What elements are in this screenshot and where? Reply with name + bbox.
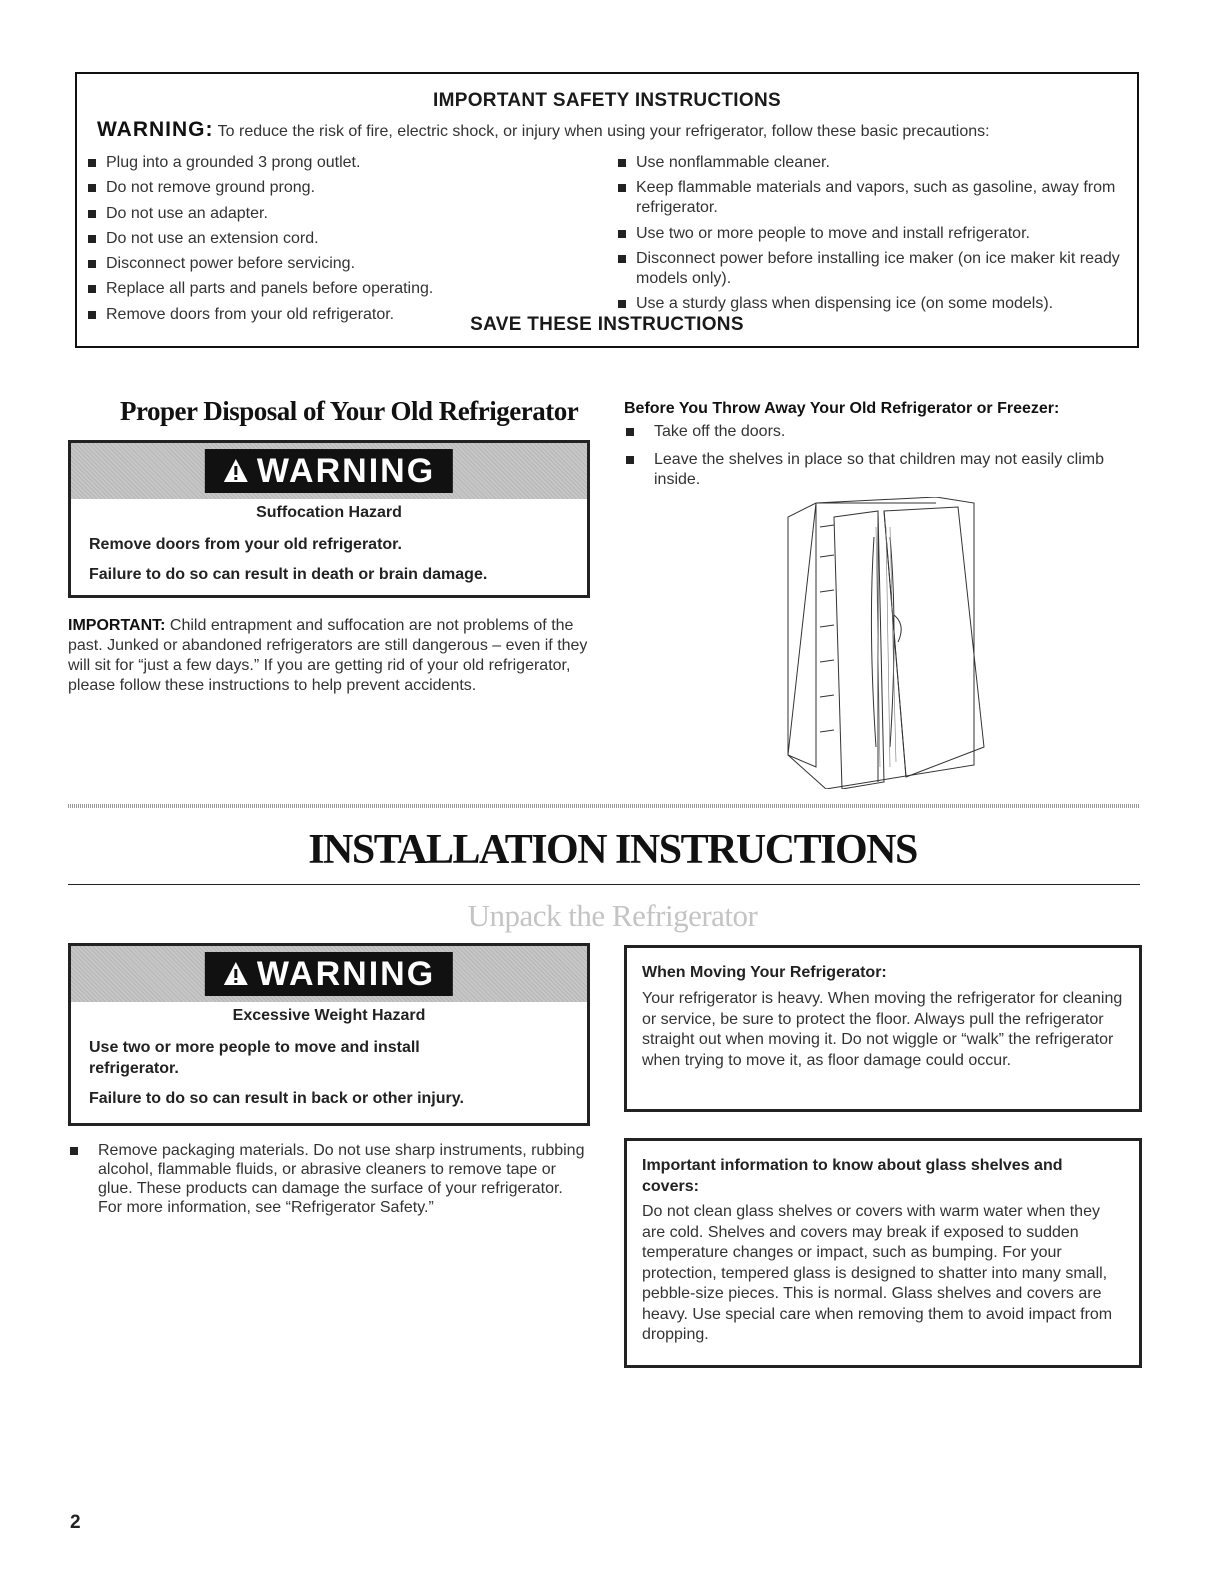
before-throw-away-list — [624, 422, 1124, 498]
warning-band — [71, 443, 587, 499]
list-item: Use a sturdy glass when dispensing ice (on some models). — [618, 294, 1128, 314]
list-item: Use two or more people to move and install refrigerator. — [618, 224, 1128, 244]
bullet-icon — [88, 210, 96, 218]
warning-badge — [205, 952, 453, 996]
warning-triangle-icon — [223, 961, 249, 987]
list-item: Take off the doors. — [624, 422, 1124, 442]
list-item: Remove packaging materials. Do not use sharp instruments, rubbing alcohol, flammable fluids, or abrasive cleaners to remove tape or glue. These products can damage the surface of your refrigerator. For more information, see “Refrigerator Safety.” — [68, 1141, 588, 1217]
bullet-icon — [626, 428, 634, 436]
warning-badge-label: WARNING — [256, 451, 436, 490]
bullet-icon — [618, 300, 626, 308]
info-title: Important information to know about glass shelves and covers: — [642, 1157, 1063, 1195]
disposal-title: Proper Disposal of Your Old Refrigerator — [120, 396, 579, 426]
info-text: Your refrigerator is heavy. When moving the refrigerator for cleaning or service, be sure to protect the floor. Always pull the refrigerator straight out when moving it. Do not wiggle or “walk” the refrigerator when trying to move it, as floor damage could occur. — [642, 990, 1123, 1069]
warning-text: To reduce the risk of fire, electric shock, or injury when using your refrigerator, follow these basic precautions: — [217, 123, 990, 140]
bullet-icon — [618, 159, 626, 167]
list-item: Remove doors from your old refrigerator. — [88, 305, 558, 325]
warning-instruction: Use two or more people to move and install refrigerator. — [89, 1039, 420, 1077]
installation-title: INSTALLATION INSTRUCTIONS — [308, 827, 917, 873]
warning-badge — [205, 449, 453, 493]
suffocation-warning-box — [68, 440, 590, 598]
warning-badge-label: WARNING — [256, 954, 436, 993]
page-number: 2 — [70, 1512, 81, 1533]
info-text: Do not clean glass shelves or covers with warm water when they are cold. Shelves and covers may break if exposed to sudden temperature changes or impact, such as bumping. For your protection, tempered glass is designed to shatter into many small, pebble-size pieces. This is normal. Glass shelves and covers are heavy. Use special care when removing them to avoid impact from dropping. — [642, 1203, 1113, 1343]
section-divider — [68, 804, 1140, 808]
safety-warning-line — [97, 118, 990, 142]
weight-warning-box — [68, 943, 590, 1126]
glass-shelves-box — [624, 1138, 1142, 1368]
list-item: Leave the shelves in place so that children may not easily climb inside. — [624, 450, 1124, 490]
important-text: Child entrapment and suffocation are not problems of the past. Junked or abandoned refrigerators are still dangerous – even if they will sit for “just a few days.” If you are getting rid of your old refrigerator, please follow these instructions to help prevent accidents. — [68, 617, 588, 694]
warning-band — [71, 946, 587, 1002]
hazard-title: Suffocation Hazard — [256, 504, 402, 521]
hazard-title: Excessive Weight Hazard — [232, 1007, 426, 1024]
important-label: IMPORTANT: — [68, 617, 166, 634]
list-item: Do not remove ground prong. — [88, 178, 558, 198]
warning-consequence: Failure to do so can result in back or other injury. — [89, 1090, 464, 1107]
bullet-icon — [88, 260, 96, 268]
bullet-icon — [88, 159, 96, 167]
list-item: Disconnect power before installing ice maker (on ice maker kit ready models only). — [618, 249, 1128, 289]
info-title: When Moving Your Refrigerator: — [642, 964, 887, 981]
title-rule — [68, 884, 1140, 885]
refrigerator-doors-removed-illustration — [786, 497, 992, 789]
bullet-icon — [626, 456, 634, 464]
bullet-icon — [618, 255, 626, 263]
list-item: Do not use an adapter. — [88, 204, 558, 224]
safety-instructions-box — [75, 72, 1139, 348]
important-paragraph — [68, 616, 588, 696]
warning-triangle-icon — [223, 458, 249, 484]
moving-refrigerator-box — [624, 945, 1142, 1112]
save-instructions-title: SAVE THESE INSTRUCTIONS — [470, 314, 744, 335]
bullet-icon — [88, 235, 96, 243]
unpack-title: Unpack the Refrigerator — [467, 898, 758, 933]
bullet-icon — [618, 230, 626, 238]
warning-consequence: Failure to do so can result in death or brain damage. — [89, 566, 488, 583]
list-item: Use nonflammable cleaner. — [618, 153, 1128, 173]
bullet-icon — [70, 1147, 78, 1155]
bullet-icon — [88, 184, 96, 192]
bullet-icon — [88, 285, 96, 293]
before-throw-away-title: Before You Throw Away Your Old Refrigerator or Freezer: — [624, 400, 1060, 417]
unpack-list — [68, 1141, 588, 1225]
list-item: Plug into a grounded 3 prong outlet. — [88, 153, 558, 173]
bullet-icon — [618, 184, 626, 192]
list-item: Do not use an extension cord. — [88, 229, 558, 249]
list-item: Disconnect power before servicing. — [88, 254, 558, 274]
warning-instruction: Remove doors from your old refrigerator. — [89, 536, 402, 553]
list-item: Keep flammable materials and vapors, such as gasoline, away from refrigerator. — [618, 178, 1128, 218]
warning-label: WARNING: — [97, 118, 214, 141]
safety-list-right — [618, 153, 1128, 319]
safety-title: IMPORTANT SAFETY INSTRUCTIONS — [433, 90, 781, 111]
list-item: Replace all parts and panels before operating. — [88, 279, 558, 299]
safety-list-left — [88, 153, 558, 330]
